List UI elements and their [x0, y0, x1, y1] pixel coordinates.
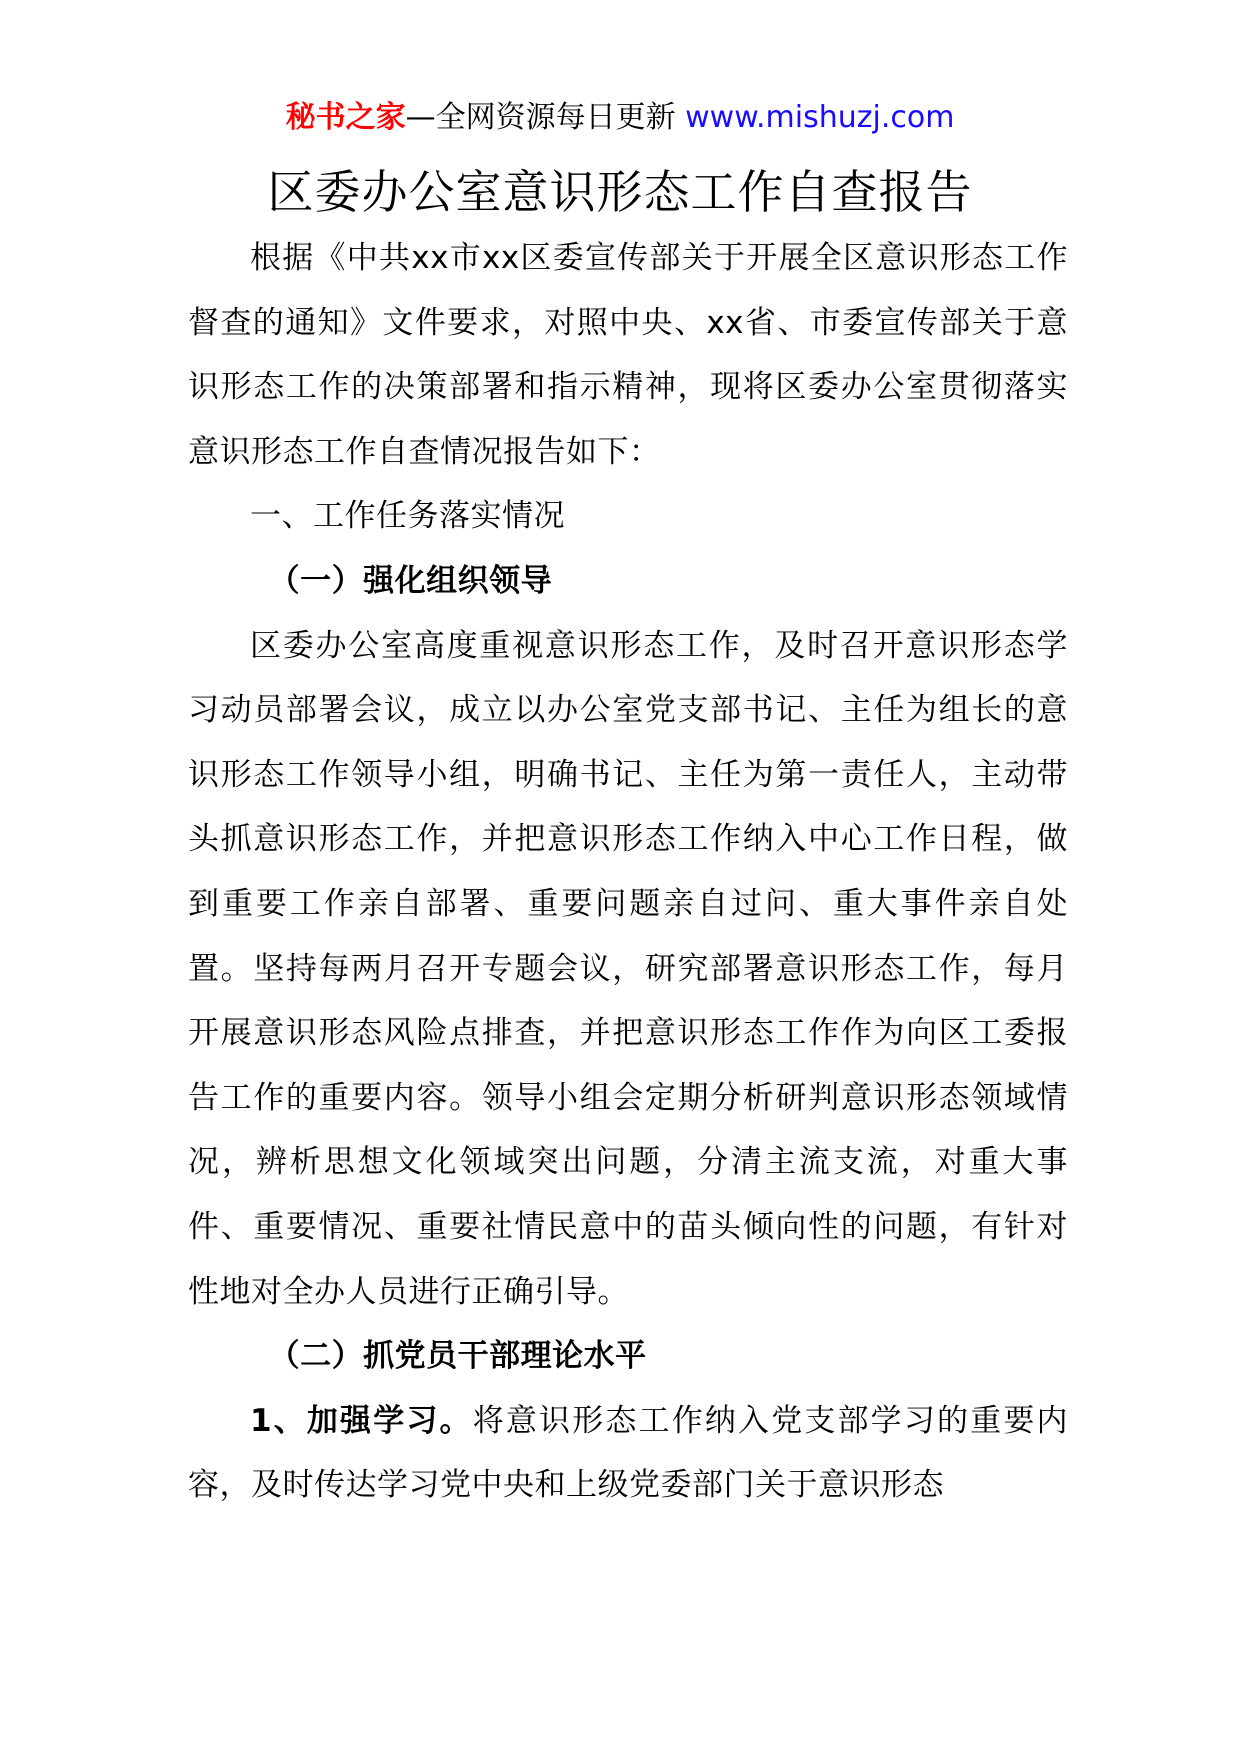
item-1-body: 将意识形态工作纳入党支部学习的重要内容，及时传达学习党中央和上级党委部门关于意识形态	[188, 1402, 1068, 1504]
banner-brand: 秘书之家	[285, 100, 406, 135]
site-banner	[0, 98, 1240, 138]
section-heading-1: 一、工作任务落实情况	[250, 498, 565, 535]
document-title: 区委办公室意识形态工作自查报告	[267, 165, 973, 219]
item-1-lead: 1、加强学习。	[250, 1402, 473, 1439]
intro-paragraph: 根据《中共xx市xx区委宣传部关于开展全区意识形态工作督查的通知》文件要求，对照中央、xx省、市委宣传部关于意识形态工作的决策部署和指示精神，现将区委办公室贯彻落实意识形态工作自查情况报告如下：	[188, 240, 1068, 470]
banner-tagline: —全网资源每日更新	[405, 100, 686, 135]
document-body	[188, 226, 1068, 1518]
subsection-heading-1: （一）强化组织领导	[268, 562, 553, 599]
subsection-1-paragraph: 区委办公室高度重视意识形态工作，及时召开意识形态学习动员部署会议，成立以办公室党支部书记、主任为组长的意识形态工作领导小组，明确书记、主任为第一责任人，主动带头抓意识形态工作，并把意识形态工作纳入中心工作日程，做到重要工作亲自部署、重要问题亲自过问、重大事件亲自处置。坚持每两月召开专题会议，研究部署意识形态工作，每月开展意识形态风险点排查，并把意识形态工作作为向区工委报告工作的重要内容。领导小组会定期分析研判意识形态领域情况，辨析思想文化领域突出问题，分清主流支流，对重大事件、重要情况、重要社情民意中的苗头倾向性的问题，有针对性地对全办人员进行正确引导。	[188, 627, 1068, 1310]
subsection-heading-2: （二）抓党员干部理论水平	[268, 1338, 647, 1375]
item-1-paragraph	[188, 1389, 1068, 1518]
banner-url[interactable]: www.mishuzj.com	[685, 100, 955, 135]
